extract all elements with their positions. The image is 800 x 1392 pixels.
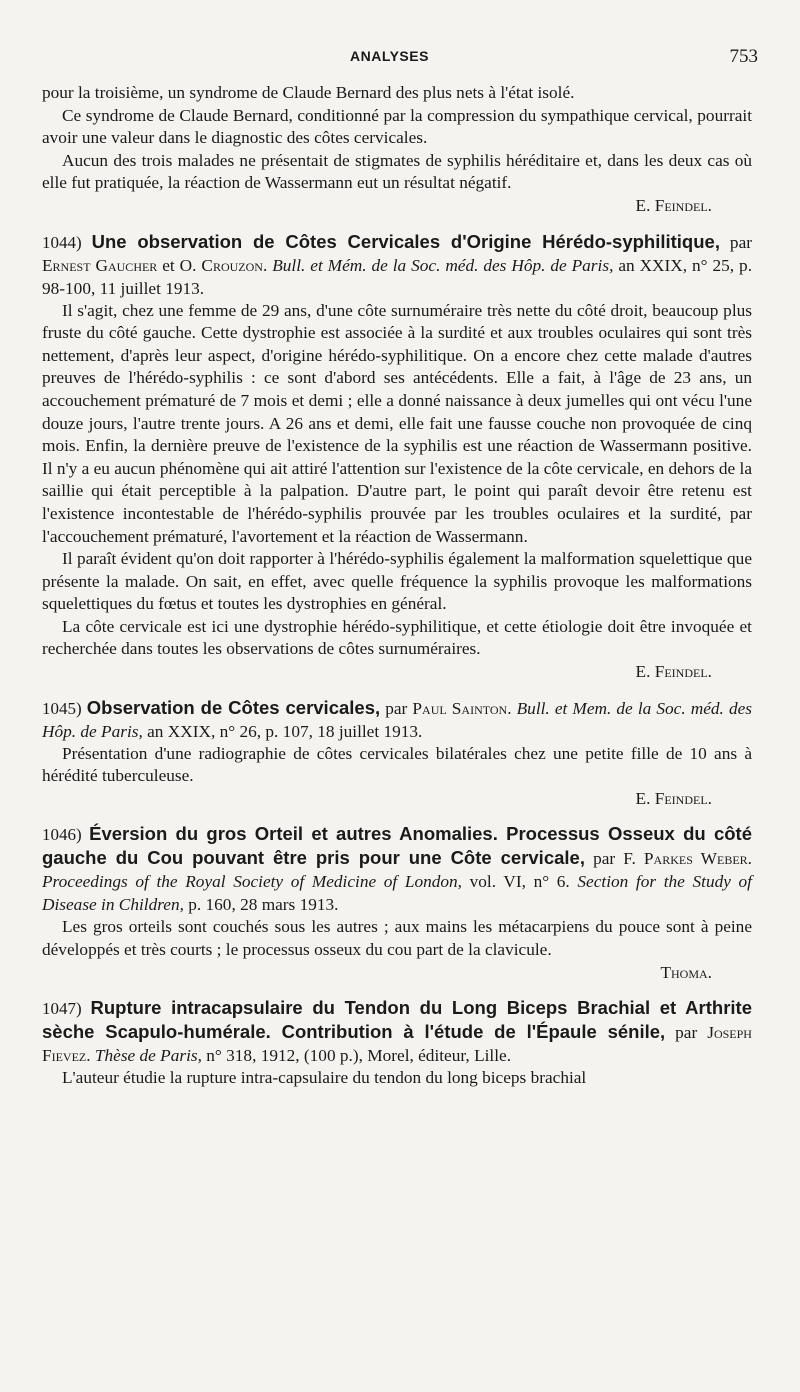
entry-signature: Thoma.	[660, 962, 712, 982]
document-body	[42, 82, 752, 1090]
entry-paragraph: L'auteur étudie la rupture intra-capsulaire du tendon du long biceps brachial	[62, 1068, 587, 1088]
entry-by: par F.	[584, 849, 644, 869]
entry-journal-section: Section for the Study of Disease in Children,	[42, 872, 752, 915]
intro-paragraph-3	[42, 150, 752, 195]
entry-number: 1046)	[42, 825, 82, 845]
entry-author: Joseph Fievez	[42, 1023, 752, 1066]
page-number: 753	[729, 46, 758, 67]
entry-paragraph: Les gros orteils sont couchés sous les autres ; aux mains les métacarpiens du pouce sont à peine développés et très courts ; le processus osseux du cou part de la clavicule.	[42, 917, 752, 960]
entry-title: Rupture intracapsulaire du Tendon du Long Biceps Brachial et Arthrite sèche Scapulo-humérale. Contribution à l'étude de l'Épaule sénile,	[42, 997, 752, 1043]
entry-and: et O.	[157, 255, 202, 275]
entry-details: n° 318, 1912, (100 p.), Morel, éditeur, Lille.	[201, 1046, 512, 1066]
running-header	[0, 48, 800, 72]
entry-number: 1044)	[42, 232, 82, 252]
entry-number: 1047)	[42, 999, 82, 1019]
entry-journal: Proceedings of the Royal Society of Medicine of London,	[42, 872, 462, 892]
entry-author-2: Crouzon	[201, 255, 263, 275]
entry-by: par	[665, 1023, 708, 1043]
entry-title: Observation de Côtes cervicales,	[86, 696, 381, 718]
entry-number: 1045)	[42, 698, 82, 718]
entry-signature: E. Feindel.	[635, 788, 712, 808]
intro-signature: E. Feindel.	[635, 195, 712, 215]
entry-1045	[42, 696, 752, 811]
entry-1046	[42, 822, 752, 984]
running-title: ANALYSES	[350, 48, 429, 64]
entry-1047	[42, 996, 752, 1090]
entry-1044	[42, 230, 752, 684]
intro-paragraph-1: pour la troisième, un syndrome de Claude Bernard des plus nets à l'état isolé.	[42, 83, 575, 102]
entry-author: Ernest Gaucher	[42, 255, 158, 275]
entry-paragraph: La côte cervicale est ici une dystrophie hérédo-syphilitique, et cette étiologie doit être invoquée et recherchée dans toutes les observations de côtes surnuméraires.	[42, 616, 752, 659]
entry-details: vol. VI, n° 6.	[462, 872, 578, 892]
entry-sep: .	[747, 849, 752, 869]
entry-details: an XXIX, n° 25, p. 98-100, 11 juillet 1913.	[42, 255, 753, 298]
entry-details-2: p. 160, 28 mars 1913.	[183, 895, 339, 915]
entry-details: an XXIX, n° 26, p. 107, 18 juillet 1913.	[142, 721, 423, 741]
entry-author: Parkes Weber	[643, 849, 748, 869]
intro-paragraph-3-text: Aucun des trois malades ne présentait de stigmates de syphilis héréditaire et, dans les deux cas où elle fut pratiquée, la réaction de Wassermann eut un résultat négatif.	[42, 150, 752, 193]
entry-by: par	[380, 698, 413, 718]
entry-paragraph: Il paraît évident qu'on doit rapporter à l'hérédo-syphilis également la malformation squelettique que présente la malade. On sait, en effet, avec quelle fréquence la syphilis provoque les malformations squelettiques du fœtus et toutes les dystrophies en général.	[42, 549, 752, 614]
intro-paragraph-2: Ce syndrome de Claude Bernard, conditionné par la compression du sympathique cervical, pourrait avoir une valeur dans le diagnostic des côtes cervicales.	[42, 105, 752, 148]
entry-journal: Thèse de Paris,	[94, 1046, 202, 1066]
entry-journal: Bull. et Mem. de la Soc. méd. des Hôp. de Paris,	[42, 698, 752, 741]
entry-heading	[42, 822, 752, 916]
entry-signature: E. Feindel.	[635, 662, 712, 682]
entry-sep: .	[507, 698, 517, 718]
entry-paragraph: Présentation d'une radiographie de côtes cervicales bilatérales chez une petite fille de 10 ans à hérédité tuberculeuse.	[42, 743, 752, 786]
entry-heading	[42, 996, 752, 1067]
entry-journal: Bull. et Mém. de la Soc. méd. des Hôp. de Paris,	[272, 255, 614, 275]
entry-sep: .	[86, 1046, 95, 1066]
entry-sep: .	[262, 255, 273, 275]
entry-heading	[42, 696, 752, 743]
entry-title: Une observation de Côtes Cervicales d'Origine Hérédo-syphilitique,	[91, 230, 720, 252]
entry-by: par	[719, 232, 752, 252]
entry-title: Éversion du gros Orteil et autres Anomalies. Processus Osseux du côté gauche du Cou pouvant être pris pour une Côte cervicale,	[42, 823, 752, 869]
entry-heading	[42, 230, 752, 300]
entry-author: Paul Sainton	[412, 698, 508, 718]
entry-paragraph: Il s'agit, chez une femme de 29 ans, d'une côte surnuméraire très nette du côté droit, beaucoup plus fruste du côté gauche. Cette dystrophie est associée à la surdité et aux troubles oculaires qui sont très nettement, d'après leur aspect, d'origine hérédo-syphilitique. On a encore chez cette malade d'autres preuves de l'hérédo-syphilis : ce sont d'abord ses antécédents. Elle a fait, à l'âge de 23 ans, un accouchement prématuré de 7 mois et demi ; elle a donné naissance à deux jumelles qui ont vécu l'une douze jours, l'autre trente jours. A 26 ans et demi, elle fait une fausse couche non provoquée de cinq mois. Enfin, la dernière preuve de l'existence de la syphilis est une réaction de Wassermann positive. Il n'y a eu aucun phénomène qui ait attiré l'attention sur l'existence de la côte cervicale, en dehors de la saillie qui était perceptible à la palpation. D'autre part, le point qui paraît devoir être retenu est l'existence incontestable de l'hérédo-syphilis prouvée par les troubles oculaires et la surdité, par l'accouchement prématuré, l'avortement et la réaction de Wassermann.	[42, 300, 752, 546]
